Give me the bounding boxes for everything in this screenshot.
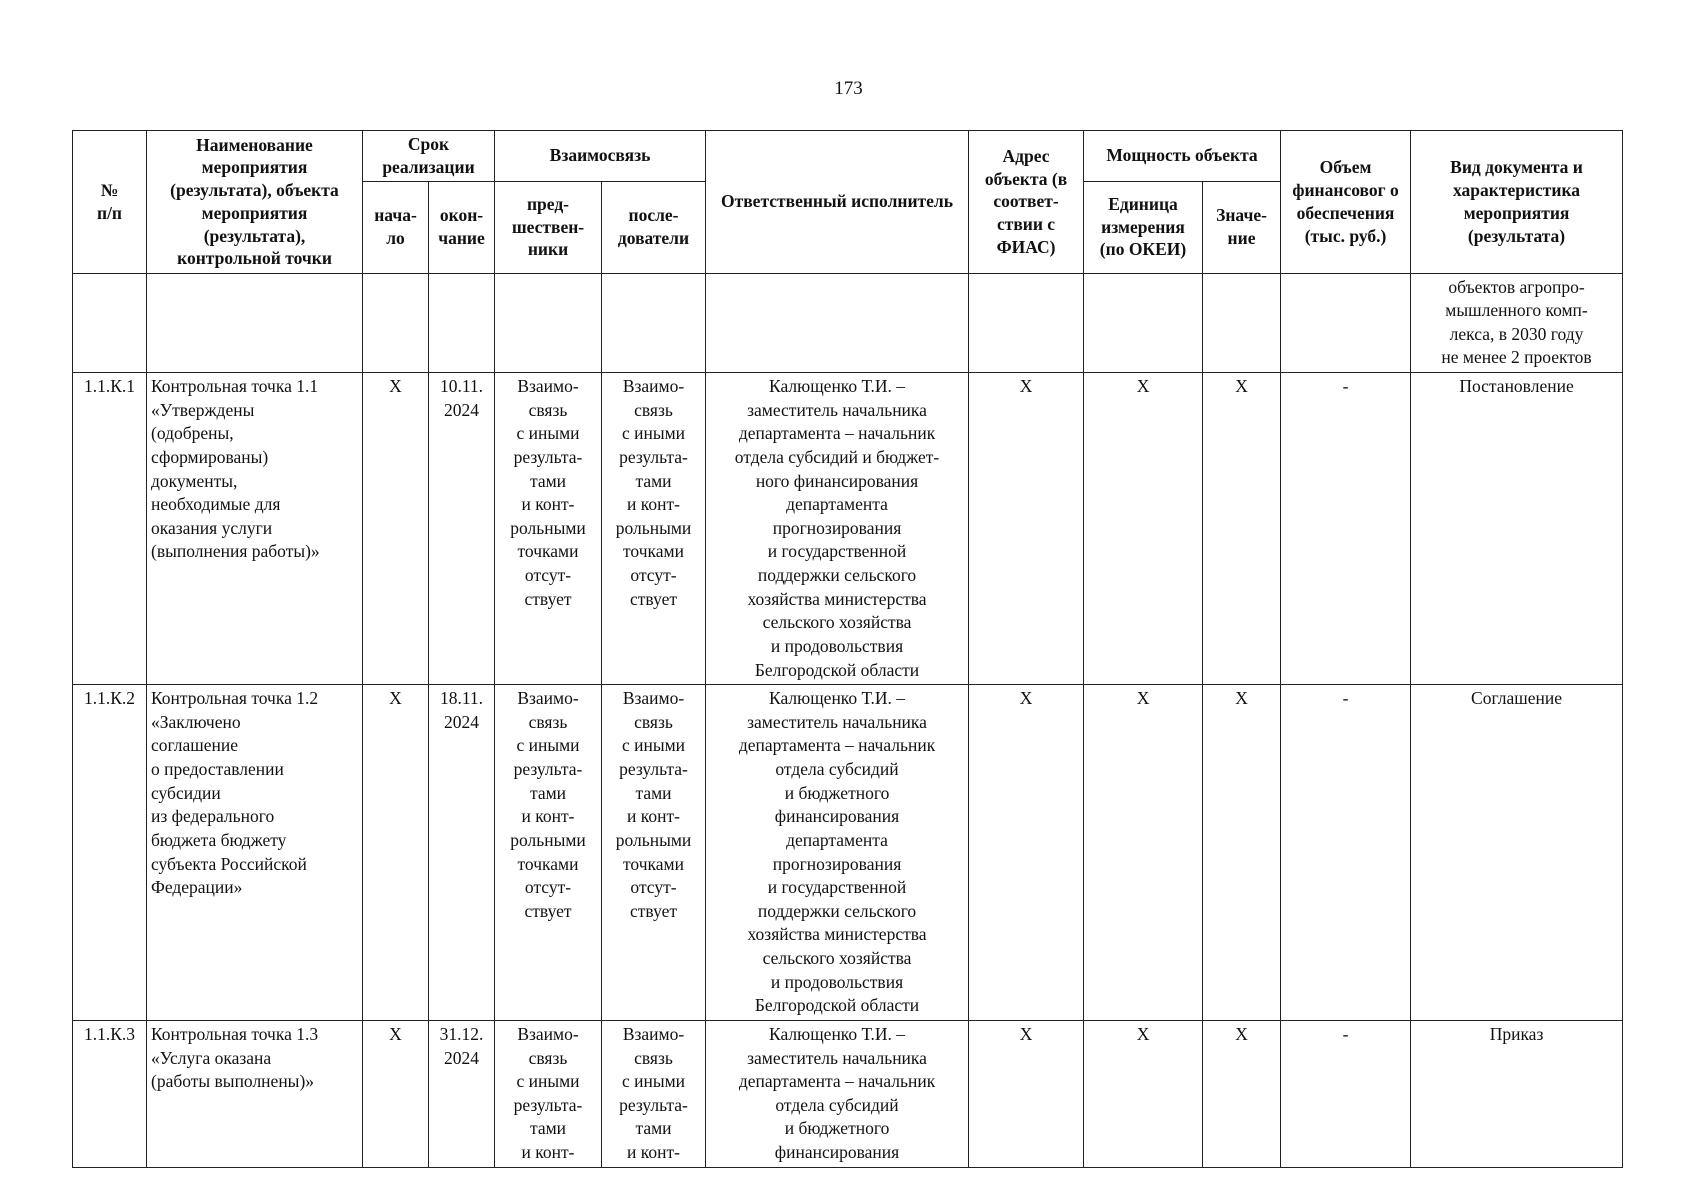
cell-num: 1.1.К.1 [73,373,147,685]
cell-address: X [969,373,1084,685]
cell-address: X [969,685,1084,1021]
cell-end: 18.11. 2024 [429,685,495,1021]
header-row-1 [73,131,1623,182]
cell-empty [1281,273,1411,373]
cell-empty [602,273,706,373]
header-link-succ: после- дователи [602,181,706,273]
cell-empty [147,273,363,373]
cell-pred: Взаимо- связь с иными результа- тами и конт- [495,1020,602,1167]
cell-pred: Взаимо- связь с иными результа- тами и конт- рольными точками отсут- ствует [495,685,602,1021]
header-term: Срок реализации [363,131,495,182]
cell-doc: Постановление [1411,373,1623,685]
cell-succ: Взаимо- связь с иными результа- тами и конт- [602,1020,706,1167]
cell-finance: - [1281,373,1411,685]
cell-empty [706,273,969,373]
cell-name: Контрольная точка 1.3 «Услуга оказана (работы выполнены)» [147,1020,363,1167]
cell-empty [429,273,495,373]
header-num: № п/п [73,131,147,274]
table-row [73,1020,1623,1167]
cell-empty [1203,273,1281,373]
cell-start: X [363,373,429,685]
cell-responsible: Калющенко Т.И. – заместитель начальника департамента – начальник отдела субсидий и бюджетного финансирования [706,1020,969,1167]
header-address: Адрес объекта (в соответ-ствии с ФИАС) [969,131,1084,274]
cell-start: X [363,1020,429,1167]
cell-doc-continuation: объектов агропро- мышленного комп- лекса, в 2030 году не менее 2 проектов [1411,273,1623,373]
header-link: Взаимосвязь [495,131,706,182]
header-name: Наименование мероприятия (результата), объекта мероприятия (результата), контрольной точки [147,131,363,274]
plan-table [72,130,1623,1168]
header-finance: Объем финансовог о обеспечения (тыс. руб.) [1281,131,1411,274]
cell-empty [969,273,1084,373]
cell-start: X [363,685,429,1021]
cell-name: Контрольная точка 1.1 «Утверждены (одобрены, сформированы) документы, необходимые для оказания услуги (выполнения работы)» [147,373,363,685]
cell-pred: Взаимо- связь с иными результа- тами и конт- рольными точками отсут- ствует [495,373,602,685]
cell-doc: Приказ [1411,1020,1623,1167]
table-row [73,373,1623,685]
cell-value: X [1203,1020,1281,1167]
header-doc: Вид документа и характеристика мероприятия (результата) [1411,131,1623,274]
header-responsible: Ответственный исполнитель [706,131,969,274]
cell-doc: Соглашение [1411,685,1623,1021]
header-link-pred: пред- шествен- ники [495,181,602,273]
header-capacity: Мощность объекта [1084,131,1281,182]
table-row [73,685,1623,1021]
cell-empty [73,273,147,373]
cell-unit: X [1084,373,1203,685]
cell-succ: Взаимо- связь с иными результа- тами и конт- рольными точками отсут- ствует [602,373,706,685]
cell-empty [363,273,429,373]
cell-num: 1.1.К.2 [73,685,147,1021]
page-number: 173 [834,78,863,99]
header-term-start: нача- ло [363,181,429,273]
header-value: Значе- ние [1203,181,1281,273]
cell-name: Контрольная точка 1.2 «Заключено соглашение о предоставлении субсидии из федерального бюджета бюджету субъекта Российской Федерации» [147,685,363,1021]
cell-finance: - [1281,685,1411,1021]
cell-address: X [969,1020,1084,1167]
cell-responsible: Калющенко Т.И. – заместитель начальника департамента – начальник отдела субсидий и бюджетного финансирования департамента прогнозирования и государственной поддержки сельского хозяйства министерства сельского хозяйства и продовольствия Белгородской области [706,685,969,1021]
header-term-end: окон- чание [429,181,495,273]
cell-value: X [1203,373,1281,685]
cell-empty [1084,273,1203,373]
header-unit: Единица измерения (по ОКЕИ) [1084,181,1203,273]
cell-empty [495,273,602,373]
cell-num: 1.1.К.3 [73,1020,147,1167]
cell-end: 10.11. 2024 [429,373,495,685]
cell-value: X [1203,685,1281,1021]
cell-unit: X [1084,1020,1203,1167]
continuation-row [73,273,1623,373]
cell-end: 31.12. 2024 [429,1020,495,1167]
cell-unit: X [1084,685,1203,1021]
cell-finance: - [1281,1020,1411,1167]
cell-succ: Взаимо- связь с иными результа- тами и конт- рольными точками отсут- ствует [602,685,706,1021]
cell-responsible: Калющенко Т.И. – заместитель начальника департамента – начальник отдела субсидий и бюджет- ного финансирования департамента прогнозирования и государственной поддержки сельского хозяйства министерства сельского хозяйства и продовольствия Белгородской области [706,373,969,685]
